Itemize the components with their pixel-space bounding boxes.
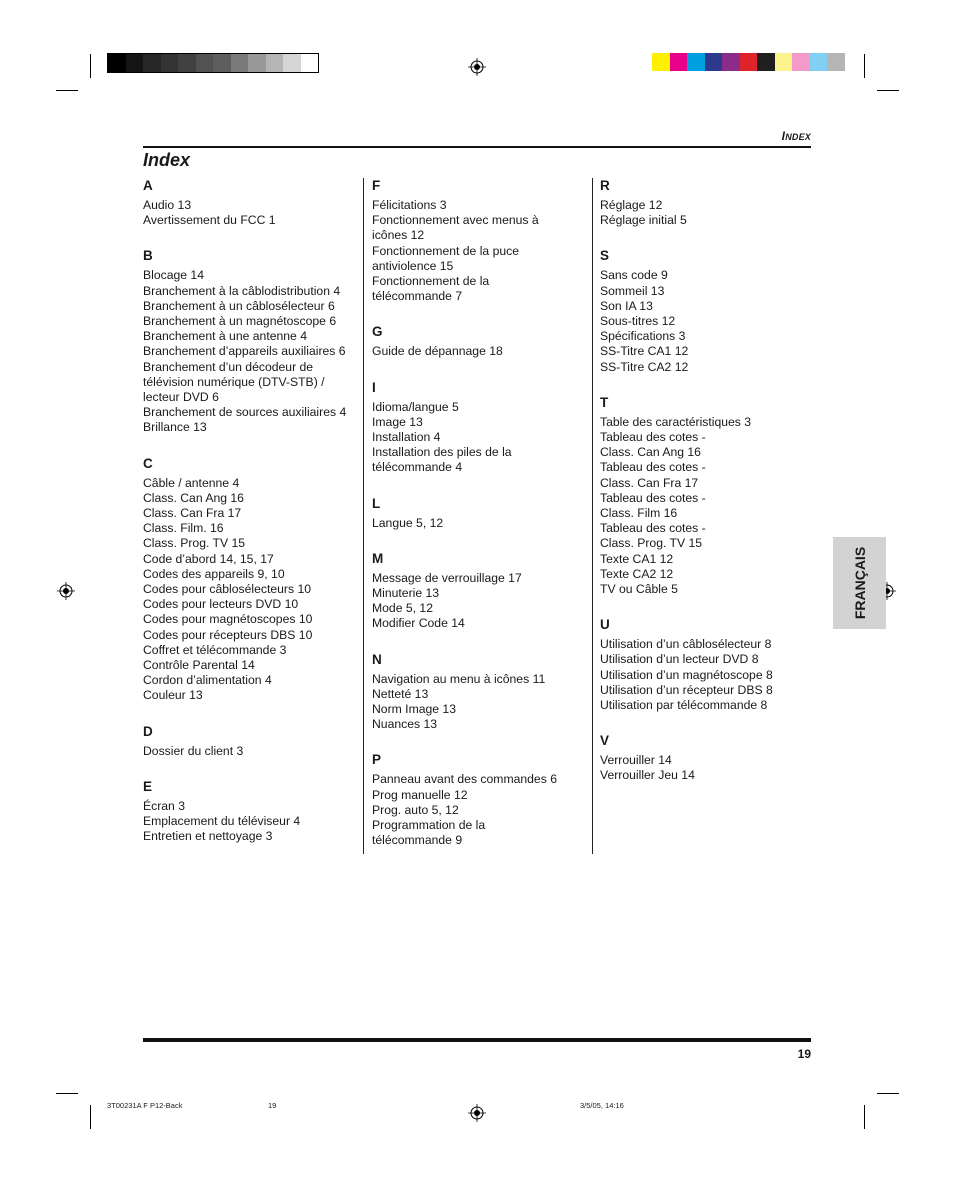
index-section-g bbox=[372, 324, 587, 359]
index-entry: télécommande 4 bbox=[372, 460, 463, 475]
index-entry: Câble / antenne 4 bbox=[143, 475, 240, 490]
index-entry: Class. Can Fra 17 bbox=[600, 475, 699, 490]
index-entry: Class. Can Fra 17 bbox=[143, 506, 242, 521]
index-section-n bbox=[372, 652, 587, 733]
index-section-f bbox=[372, 178, 587, 304]
color-swatch bbox=[687, 53, 705, 71]
index-entry: TV ou Câble 5 bbox=[600, 582, 678, 597]
index-entry: Son IA 13 bbox=[600, 298, 653, 313]
index-section-t bbox=[600, 395, 815, 597]
color-swatch bbox=[213, 54, 231, 72]
index-entry: Tableau des cotes - bbox=[600, 460, 706, 475]
color-calibration-bar bbox=[652, 53, 845, 71]
color-swatch bbox=[705, 53, 723, 71]
index-entry: Utilisation d’un magnétoscope 8 bbox=[600, 667, 773, 682]
index-entry: Spécifications 3 bbox=[600, 329, 686, 344]
index-column-1 bbox=[143, 178, 358, 865]
index-section-u bbox=[600, 617, 815, 713]
color-swatch bbox=[775, 53, 793, 71]
footer-file-name: 3T00231A F P12-Back bbox=[107, 1101, 183, 1110]
index-entry: Table des caractéristiques 3 bbox=[600, 414, 752, 429]
index-entry: Prog. auto 5, 12 bbox=[372, 802, 459, 817]
index-entry: Norm Image 13 bbox=[372, 702, 456, 717]
crop-mark bbox=[864, 54, 865, 78]
index-section-r bbox=[600, 178, 815, 228]
index-entry: SS-Titre CA2 12 bbox=[600, 359, 689, 374]
index-entry: Class. Film. 16 bbox=[143, 521, 224, 536]
section-letter: U bbox=[600, 617, 610, 633]
index-entry: Installation des piles de la bbox=[372, 445, 512, 460]
index-section-i bbox=[372, 380, 587, 476]
color-swatch bbox=[161, 54, 179, 72]
footer-datetime: 3/5/05, 14:16 bbox=[580, 1101, 624, 1110]
index-column-3 bbox=[600, 178, 815, 804]
section-letter: B bbox=[143, 248, 153, 264]
registration-mark-icon bbox=[468, 1104, 486, 1122]
index-entry: télévision numérique (DTV-STB) / bbox=[143, 374, 325, 389]
section-letter: G bbox=[372, 324, 383, 340]
index-column-2 bbox=[372, 178, 587, 868]
index-entry: Branchement d’appareils auxiliaires 6 bbox=[143, 344, 346, 359]
section-letter: N bbox=[372, 651, 382, 667]
footer-page: 19 bbox=[268, 1101, 277, 1110]
index-entry: Image 13 bbox=[372, 414, 423, 429]
section-letter: A bbox=[143, 178, 153, 193]
index-entry: Codes pour lecteurs DVD 10 bbox=[143, 597, 299, 612]
index-entry: Réglage 12 bbox=[600, 198, 663, 212]
index-entry: Verrouiller 14 bbox=[600, 753, 672, 768]
page-number: 19 bbox=[797, 1047, 811, 1061]
index-entry: Blocage 14 bbox=[143, 268, 204, 283]
index-entry: Codes des appareils 9, 10 bbox=[143, 566, 285, 581]
index-entry: Fonctionnement avec menus à bbox=[372, 213, 539, 228]
index-entry: Guide de dépannage 18 bbox=[372, 344, 503, 359]
color-swatch bbox=[231, 54, 249, 72]
color-swatch bbox=[792, 53, 810, 71]
running-header-initial: I bbox=[781, 129, 786, 143]
section-letter: P bbox=[372, 752, 382, 768]
index-entry: Réglage initial 5 bbox=[600, 213, 687, 228]
index-entry: Panneau avant des commandes 6 bbox=[372, 772, 557, 787]
crop-mark bbox=[864, 1105, 865, 1129]
index-entry: Fonctionnement de la bbox=[372, 274, 490, 289]
index-entry: Branchement à un magnétoscope 6 bbox=[143, 314, 337, 329]
section-letter: E bbox=[143, 778, 153, 794]
color-swatch bbox=[266, 54, 284, 72]
index-entry: Codes pour récepteurs DBS 10 bbox=[143, 627, 313, 642]
color-swatch bbox=[757, 53, 775, 71]
index-section-s bbox=[600, 248, 815, 374]
crop-mark bbox=[90, 54, 91, 78]
index-entry: Branchement à une antenne 4 bbox=[143, 329, 307, 344]
color-swatch bbox=[283, 54, 301, 72]
color-swatch bbox=[196, 54, 214, 72]
index-entry: Utilisation d’un récepteur DBS 8 bbox=[600, 682, 773, 697]
index-entry: Branchement à la câblodistribution 4 bbox=[143, 283, 341, 298]
section-letter: C bbox=[143, 455, 153, 471]
index-section-p bbox=[372, 752, 587, 848]
index-entry: Langue 5, 12 bbox=[372, 515, 444, 530]
index-entry: Emplacement du téléviseur 4 bbox=[143, 814, 301, 829]
index-section-b bbox=[143, 248, 358, 435]
color-swatch bbox=[740, 53, 758, 71]
index-entry: Prog manuelle 12 bbox=[372, 787, 468, 802]
index-entry: Brillance 13 bbox=[143, 420, 207, 435]
section-letter: S bbox=[600, 248, 610, 264]
registration-mark-icon bbox=[468, 58, 486, 76]
index-entry: Class. Can Ang 16 bbox=[600, 445, 701, 460]
index-entry: Navigation au menu à icônes 11 bbox=[372, 671, 546, 686]
index-entry: Class. Prog. TV 15 bbox=[143, 536, 246, 551]
running-header bbox=[782, 129, 811, 143]
index-entry: Message de verrouillage 17 bbox=[372, 570, 522, 585]
index-section-m bbox=[372, 551, 587, 632]
index-entry: Installation 4 bbox=[372, 430, 441, 445]
index-entry: Sous-titres 12 bbox=[600, 314, 676, 329]
crop-mark bbox=[877, 90, 899, 91]
color-swatch bbox=[126, 54, 144, 72]
index-entry: Utilisation d’un lecteur DVD 8 bbox=[600, 652, 759, 667]
color-swatch bbox=[652, 53, 670, 71]
index-section-l bbox=[372, 496, 587, 531]
index-entry: Audio 13 bbox=[143, 198, 192, 212]
index-entry: antiviolence 15 bbox=[372, 258, 454, 273]
index-entry: icônes 12 bbox=[372, 228, 425, 243]
index-section-v bbox=[600, 733, 815, 783]
index-entry: Fonctionnement de la puce bbox=[372, 243, 520, 258]
crop-mark bbox=[56, 1093, 78, 1094]
index-entry: Codes pour câblosélecteurs 10 bbox=[143, 582, 312, 597]
index-entry: Mode 5, 12 bbox=[372, 601, 433, 616]
section-letter: L bbox=[372, 495, 381, 511]
color-swatch bbox=[301, 54, 319, 72]
index-entry: lecteur DVD 6 bbox=[143, 390, 219, 405]
index-entry: Avertissement du FCC 1 bbox=[143, 213, 276, 228]
section-letter: V bbox=[600, 733, 610, 749]
index-entry: Nuances 13 bbox=[372, 717, 438, 732]
index-entry: Codes pour magnétoscopes 10 bbox=[143, 612, 313, 627]
index-entry: Sommeil 13 bbox=[600, 283, 665, 298]
index-entry: Écran 3 bbox=[143, 798, 186, 813]
index-entry: Contrôle Parental 14 bbox=[143, 658, 255, 673]
color-swatch bbox=[143, 54, 161, 72]
index-entry: Verrouiller Jeu 14 bbox=[600, 768, 695, 783]
section-letter: D bbox=[143, 723, 153, 739]
index-section-e bbox=[143, 779, 358, 845]
index-section-d bbox=[143, 724, 358, 759]
language-tab bbox=[833, 537, 886, 629]
column-divider bbox=[592, 178, 593, 854]
index-entry: Texte CA2 12 bbox=[600, 566, 674, 581]
section-letter: I bbox=[372, 379, 376, 395]
color-swatch bbox=[108, 54, 126, 72]
index-entry: Minuterie 13 bbox=[372, 586, 440, 601]
color-swatch bbox=[722, 53, 740, 71]
registration-mark-icon bbox=[57, 582, 75, 600]
header-rule bbox=[143, 146, 811, 148]
section-letter: T bbox=[600, 394, 609, 410]
index-entry: Branchement à un câblosélecteur 6 bbox=[143, 298, 335, 313]
crop-mark bbox=[90, 1105, 91, 1129]
color-swatch bbox=[810, 53, 828, 71]
color-swatch bbox=[670, 53, 688, 71]
index-entry: Branchement de sources auxiliaires 4 bbox=[143, 405, 347, 420]
index-entry: télécommande 7 bbox=[372, 289, 463, 304]
index-entry: Netteté 13 bbox=[372, 686, 429, 701]
index-entry: télécommande 9 bbox=[372, 833, 463, 848]
crop-mark bbox=[877, 1093, 899, 1094]
index-entry: Utilisation par télécommande 8 bbox=[600, 698, 768, 713]
index-entry: SS-Titre CA1 12 bbox=[600, 344, 689, 359]
index-entry: Texte CA1 12 bbox=[600, 551, 674, 566]
index-entry: Modifier Code 14 bbox=[372, 616, 465, 631]
gray-calibration-bar bbox=[107, 53, 319, 73]
color-swatch bbox=[827, 53, 845, 71]
index-entry: Coffret et télécommande 3 bbox=[143, 642, 287, 657]
index-section-c bbox=[143, 456, 358, 704]
index-entry: Programmation de la bbox=[372, 818, 486, 833]
color-swatch bbox=[248, 54, 266, 72]
index-entry: Entretien et nettoyage 3 bbox=[143, 829, 273, 844]
index-entry: Dossier du client 3 bbox=[143, 743, 244, 758]
index-entry: Class. Can Ang 16 bbox=[143, 490, 244, 505]
index-entry: Sans code 9 bbox=[600, 268, 668, 283]
index-entry: Utilisation d’un câblosélecteur 8 bbox=[600, 637, 772, 652]
index-entry: Tableau des cotes - bbox=[600, 430, 706, 445]
section-letter: R bbox=[600, 178, 610, 193]
language-tab-label: FRANÇAIS bbox=[851, 546, 868, 620]
crop-mark bbox=[56, 90, 78, 91]
index-entry: Class. Prog. TV 15 bbox=[600, 536, 703, 551]
index-section-a bbox=[143, 178, 358, 228]
index-entry: Branchement d’un décodeur de bbox=[143, 359, 314, 374]
index-entry: Idioma/langue 5 bbox=[372, 399, 459, 414]
index-entry: Code d’abord 14, 15, 17 bbox=[143, 551, 274, 566]
index-entry: Félicitations 3 bbox=[372, 198, 447, 212]
color-swatch bbox=[178, 54, 196, 72]
index-entry: Cordon d’alimentation 4 bbox=[143, 673, 272, 688]
index-entry: Couleur 13 bbox=[143, 688, 203, 703]
page-title: Index bbox=[143, 150, 191, 170]
index-entry: Tableau des cotes - bbox=[600, 490, 706, 505]
section-letter: F bbox=[372, 178, 381, 193]
footer-rule bbox=[143, 1038, 811, 1042]
index-entry: Tableau des cotes - bbox=[600, 521, 706, 536]
index-entry: Class. Film 16 bbox=[600, 506, 678, 521]
running-header-rest: NDEX bbox=[785, 132, 811, 142]
section-letter: M bbox=[372, 550, 384, 566]
column-divider bbox=[363, 178, 364, 854]
